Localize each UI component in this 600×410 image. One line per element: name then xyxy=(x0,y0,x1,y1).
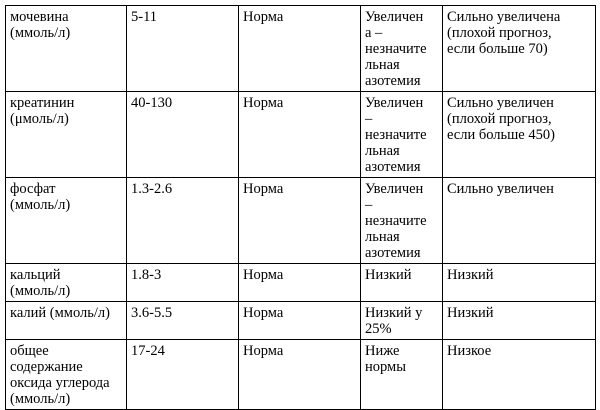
table-cell: общее содержание оксида углерода (ммоль/л) xyxy=(6,340,127,410)
table-cell: Низкий xyxy=(361,264,443,302)
table-cell: кальций (ммоль/л) xyxy=(6,264,127,302)
table-row xyxy=(6,302,596,340)
lab-values-table xyxy=(5,5,596,410)
table-cell: Сильно увеличен xyxy=(443,178,596,264)
table-row xyxy=(6,178,596,264)
table-cell: Низкий xyxy=(443,302,596,340)
table-cell: Низкий у 25% xyxy=(361,302,443,340)
table-row xyxy=(6,340,596,410)
table-cell: 1.8-3 xyxy=(127,264,239,302)
table-cell: Низкое xyxy=(443,340,596,410)
table-cell: Норма xyxy=(239,92,361,178)
table-cell: 3.6-5.5 xyxy=(127,302,239,340)
table-cell: Увеличен – незначите льная азотемия xyxy=(361,178,443,264)
table-row xyxy=(6,264,596,302)
table-cell: 1.3-2.6 xyxy=(127,178,239,264)
table-cell: 40-130 xyxy=(127,92,239,178)
table-cell: Норма xyxy=(239,6,361,92)
table-cell: калий (ммоль/л) xyxy=(6,302,127,340)
table-cell: креатинин (μмоль/л) xyxy=(6,92,127,178)
table-cell: Норма xyxy=(239,178,361,264)
table-cell: Ниже нормы xyxy=(361,340,443,410)
table-cell: Сильно увеличен (плохой прогноз, если больше 450) xyxy=(443,92,596,178)
table-cell: Норма xyxy=(239,302,361,340)
table-row xyxy=(6,92,596,178)
table-cell: Увеличен а – незначите льная азотемия xyxy=(361,6,443,92)
table-cell: фосфат (ммоль/л) xyxy=(6,178,127,264)
table-row xyxy=(6,6,596,92)
table-cell: Увеличен – незначите льная азотемия xyxy=(361,92,443,178)
table-cell: Норма xyxy=(239,340,361,410)
table-cell: Норма xyxy=(239,264,361,302)
table-cell: мочевина (ммоль/л) xyxy=(6,6,127,92)
table-cell: 5-11 xyxy=(127,6,239,92)
table-cell: 17-24 xyxy=(127,340,239,410)
table-cell: Низкий xyxy=(443,264,596,302)
table-cell: Сильно увеличена (плохой прогноз, если больше 70) xyxy=(443,6,596,92)
